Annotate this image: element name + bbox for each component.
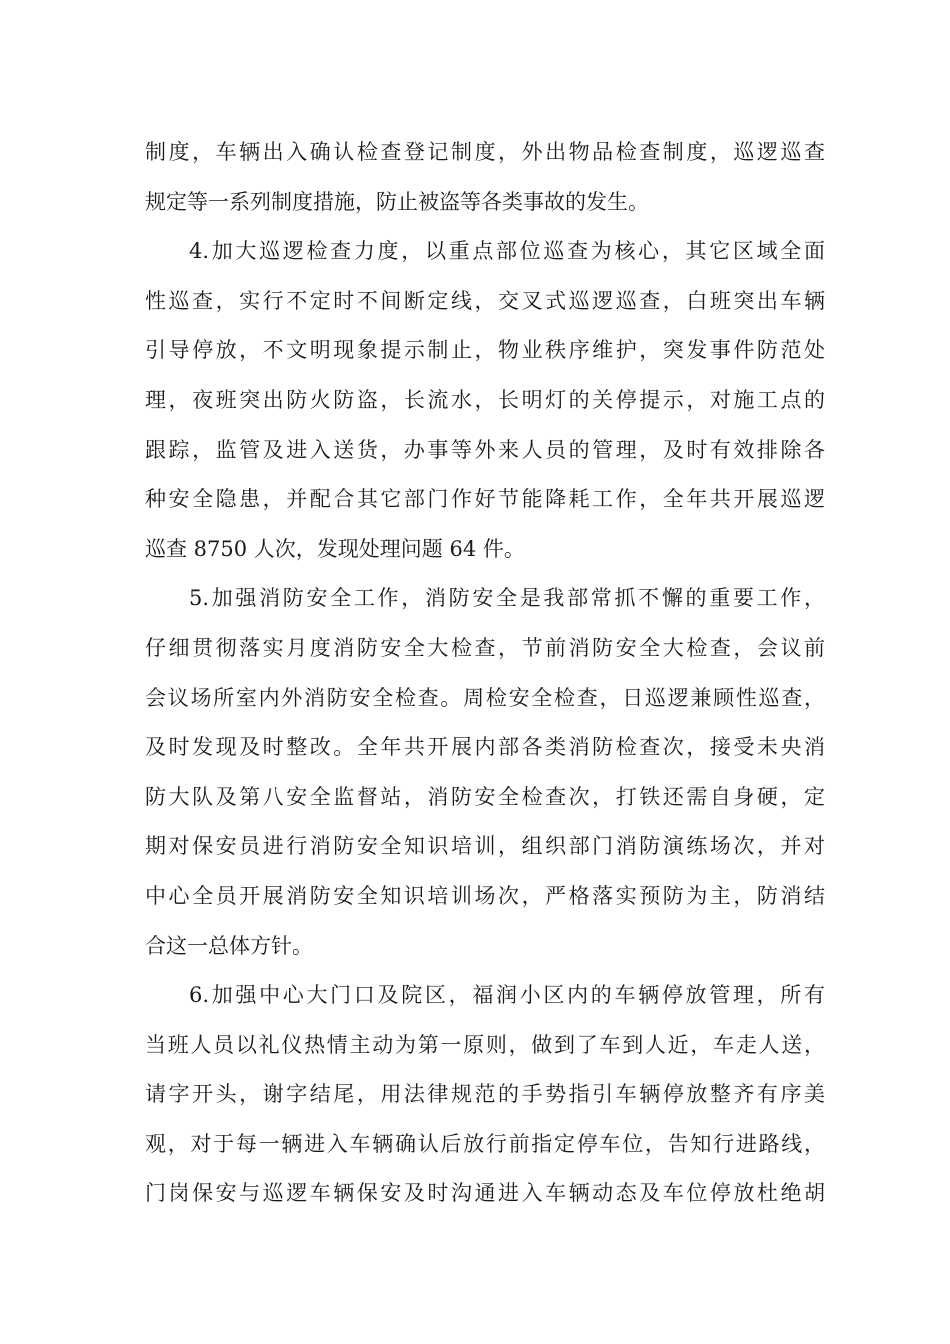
- text-line: 5.加强消防安全工作，消防安全是我部常抓不懈的重要工作，: [189, 586, 825, 611]
- text-line: 巡查 8750 人次，发现处理问题 64 件。: [145, 536, 525, 561]
- text-line: 性巡查，实行不定时不间断定线，交叉式巡逻巡查，白班突出车辆: [145, 288, 825, 313]
- text-line: 合这一总体方针。: [145, 933, 313, 958]
- text-line: 规定等一系列制度措施，防止被盗等各类事故的发生。: [145, 189, 649, 214]
- text-line: 种安全隐患，并配合其它部门作好节能降耗工作，全年共开展巡逻: [145, 487, 825, 512]
- text-line: 中心全员开展消防安全知识培训场次，严格落实预防为主，防消结: [145, 883, 825, 908]
- text-line: 期对保安员进行消防安全知识培训，组织部门消防演练场次，并对: [145, 834, 825, 859]
- text-line: 引导停放，不文明现象提示制止，物业秩序维护，突发事件防范处: [145, 338, 825, 363]
- text-line: 制度，车辆出入确认检查登记制度，外出物品检查制度，巡逻巡查: [145, 140, 825, 164]
- text-line: 仔细贯彻落实月度消防安全大检查，节前消防安全大检查，会议前: [145, 635, 825, 660]
- text-line: 4.加大巡逻检查力度，以重点部位巡查为核心，其它区域全面: [189, 239, 825, 264]
- text-line: 理，夜班突出防火防盗，长流水，长明灯的关停提示，对施工点的: [145, 387, 825, 412]
- text-line: 门岗保安与巡逻车辆保安及时沟通进入车辆动态及车位停放杜绝胡: [145, 1181, 825, 1206]
- text-line: 观，对于每一辆进入车辆确认后放行前指定停车位，告知行进路线，: [145, 1131, 825, 1156]
- text-line: 会议场所室内外消防安全检查。周检安全检查，日巡逻兼顾性巡查，: [145, 685, 825, 710]
- text-line: 6.加强中心大门口及院区，福润小区内的车辆停放管理，所有: [189, 983, 825, 1008]
- text-line: 及时发现及时整改。全年共开展内部各类消防检查次，接受未央消: [145, 735, 825, 760]
- text-line: 跟踪，监管及进入送货，办事等外来人员的管理，及时有效排除各: [145, 437, 825, 462]
- document-body: [145, 128, 825, 1219]
- text-line: 防大队及第八安全监督站，消防安全检查次，打铁还需自身硬，定: [145, 784, 825, 809]
- text-line: 当班人员以礼仪热情主动为第一原则，做到了车到人近，车走人送，: [145, 1032, 825, 1057]
- text-line: 请字开头，谢字结尾，用法律规范的手势指引车辆停放整齐有序美: [145, 1082, 825, 1107]
